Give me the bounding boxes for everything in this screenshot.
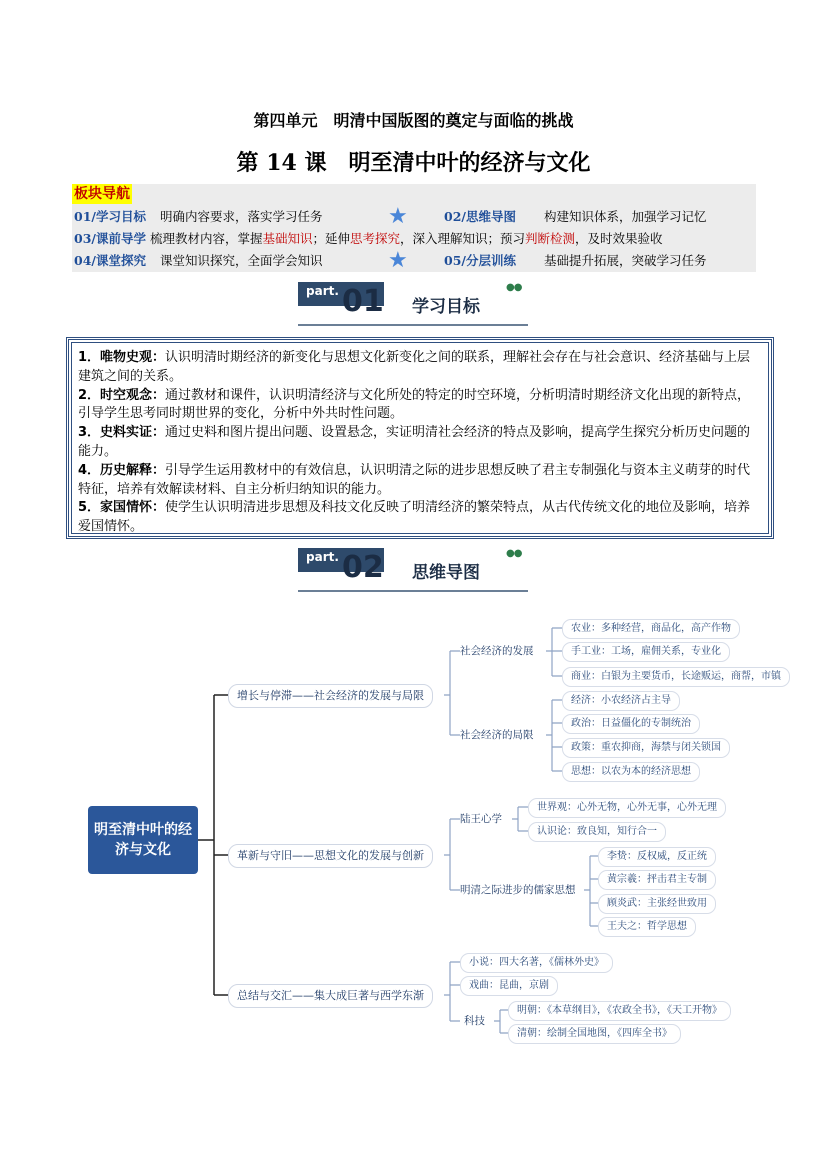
- nav-desc-preview-a: 梳理教材内容，掌握: [149, 231, 263, 246]
- nav-heading: 板块导航: [74, 186, 130, 202]
- mind-map-leaf: 思想：以农为本的经济思想: [562, 762, 700, 782]
- part-tag: part.: [298, 282, 384, 306]
- mind-map-leaf: 李贽：反权威，反正统: [598, 847, 716, 867]
- mind-map-leaf: 黄宗羲：抨击君主专制: [598, 870, 716, 890]
- mind-map-sub: 陆王心学: [460, 813, 502, 825]
- mind-map-leaf: 戏曲：昆曲，京剧: [460, 976, 558, 996]
- leaf-icon: ●●: [506, 548, 522, 559]
- mind-map-root: 明至清中叶的经济与文化: [88, 806, 198, 874]
- part-tag: part.: [298, 548, 384, 572]
- mind-map-leaf: 认识论：致良知，知行合一: [528, 822, 666, 842]
- nav-basic-knowledge: 基础知识: [262, 231, 313, 246]
- nav-thinking-inquiry: 思考探究: [350, 231, 401, 246]
- mind-map-leaf: 顾炎武：主张经世致用: [598, 894, 716, 914]
- star-icon: ★: [388, 248, 408, 273]
- goal-item: 5．家国情怀：使学生认识明清进步思想及科技文化反映了明清经济的繁荣特点，从古代传统文化的地位及影响，培养爱国情怀。: [78, 500, 751, 535]
- goal-item: 3．史料实证：通过史料和图片提出问题、设置悬念，实证明清社会经济的特点及影响，提高学生探究分析历史问题的能力。: [78, 425, 751, 459]
- mind-map-leaf: 政治：日益僵化的专制统治: [562, 714, 700, 734]
- star-icon: ★: [388, 204, 408, 229]
- nav-desc-classroom: 课堂知识探究，全面学会知识: [160, 253, 323, 268]
- nav-link-preview[interactable]: 03/课前导学: [74, 231, 146, 246]
- goal-item: 1．唯物史观：认识明清时期经济的新变化与思想文化新变化之间的联系，理解社会存在与社会意识、经济基础与上层建筑之间的关系。: [78, 350, 751, 384]
- mind-map-leaf: 小说：四大名著，《儒林外史》: [460, 953, 613, 973]
- mind-map-branch: 总结与交汇——集大成巨著与西学东渐: [228, 984, 433, 1008]
- nav-desc-layered-training: 基础提升拓展，突破学习任务: [544, 253, 707, 268]
- nav-link-mind-map[interactable]: 02/思维导图: [444, 209, 516, 224]
- mind-map-leaf: 清朝：绘制全国地图，《四库全书》: [508, 1024, 681, 1044]
- nav-desc-preview-b: ；延伸: [312, 231, 350, 246]
- nav-desc-preview-c: ，深入理解知识；预习: [400, 231, 526, 246]
- mind-map-leaf: 商业：白银为主要货币，长途贩运，商帮，市镇: [562, 667, 790, 687]
- part-number: 01: [342, 284, 384, 319]
- mind-map-branch: 革新与守旧——思想文化的发展与创新: [228, 844, 433, 868]
- mind-map-leaf: 手工业：工场，雇佣关系，专业化: [562, 642, 730, 662]
- mind-map-leaf: 经济：小农经济占主导: [562, 691, 680, 711]
- nav-desc-learning-goals: 明确内容要求，落实学习任务: [160, 209, 323, 224]
- leaf-icon: ●●: [506, 282, 522, 293]
- mind-map-leaf: 政策：重农抑商，海禁与闭关锁国: [562, 738, 730, 758]
- mind-map-leaf: 农业：多种经营，商品化，高产作物: [562, 619, 740, 639]
- unit-title: 第四单元 明清中国版图的奠定与面临的挑战: [253, 111, 574, 130]
- part-number: 02: [342, 550, 384, 585]
- mind-map-leaf: 世界观：心外无物，心外无事，心外无理: [528, 798, 726, 818]
- mind-map-leaf: 明朝：《本草纲目》，《农政全书》，《天工开物》: [508, 1001, 731, 1021]
- mind-map-sub: 社会经济的局限: [460, 729, 534, 741]
- nav-judgment-check: 判断检测: [525, 231, 576, 246]
- part-label: 思维导图: [412, 563, 480, 583]
- nav-desc-mind-map: 构建知识体系，加强学习记忆: [544, 209, 707, 224]
- mind-map-sub: 明清之际进步的儒家思想: [460, 884, 576, 896]
- mind-map-sub: 社会经济的发展: [460, 645, 534, 657]
- mind-map-branch: 增长与停滞——社会经济的发展与局限: [228, 684, 433, 708]
- nav-link-learning-goals[interactable]: 01/学习目标: [74, 209, 146, 224]
- goal-item: 2．时空观念：通过教材和课件，认识明清经济与文化所处的特定的时空环境，分析明清时期经济文化出现的新特点，引导学生思考同时期世界的变化，分析中外共时性问题。: [78, 387, 751, 422]
- mind-map-leaf: 王夫之：哲学思想: [598, 917, 696, 937]
- goal-item: 4．历史解释：引导学生运用教材中的有效信息，认识明清之际的进步思想反映了君主专制强化与资本主义萌芽的时代特征，培养有效解读材料、自主分析归纳知识的能力。: [78, 462, 751, 497]
- lesson-title: 第 14 课 明至清中叶的经济与文化: [236, 150, 591, 176]
- nav-desc-preview-d: ，及时效果验收: [575, 231, 663, 246]
- part-label: 学习目标: [412, 297, 480, 317]
- nav-link-layered-training[interactable]: 05/分层训练: [444, 253, 516, 268]
- nav-link-classroom[interactable]: 04/课堂探究: [74, 253, 146, 268]
- mind-map-sub: 科技: [464, 1015, 485, 1027]
